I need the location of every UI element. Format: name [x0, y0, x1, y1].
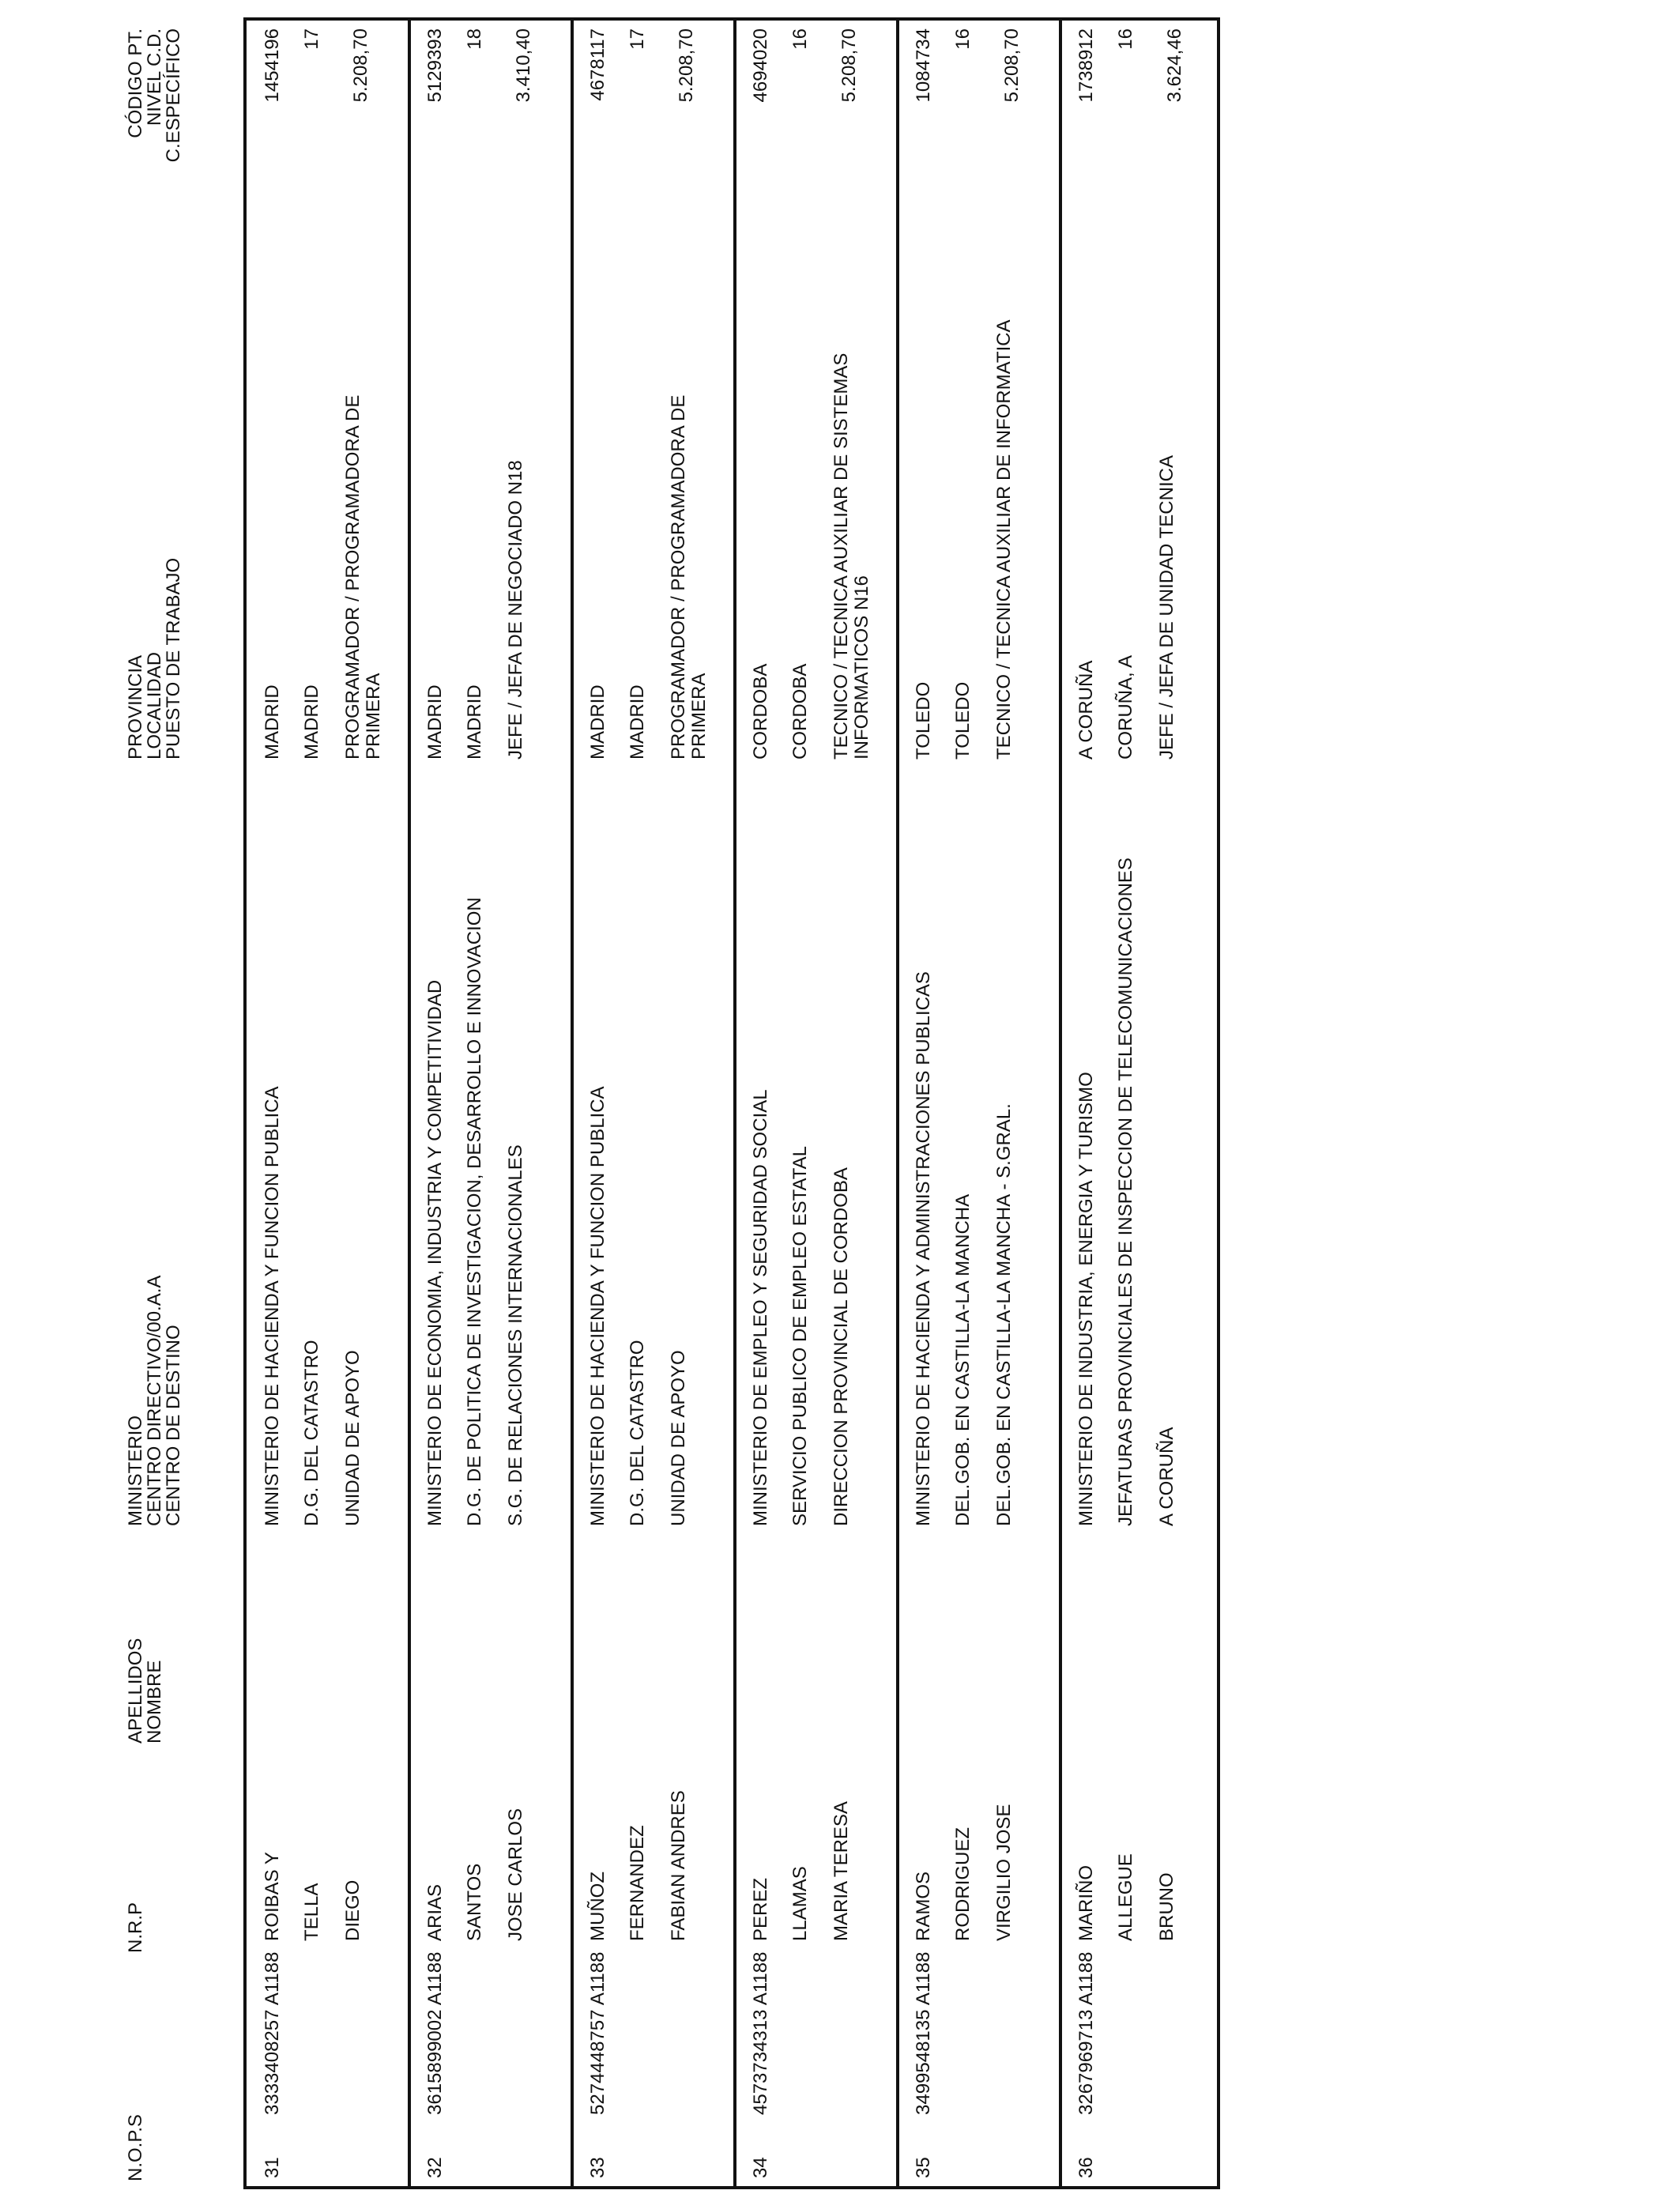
row-specific: 5.208,70: [350, 28, 371, 103]
row-directorate: SERVICIO PUBLICO DE EMPLEO ESTATAL: [789, 1145, 811, 1526]
row-surname-1: ARIAS: [424, 1883, 446, 1941]
row-ministry: MINISTERIO DE HACIENDA Y FUNCION PUBLICA: [262, 1086, 283, 1526]
row-separator: [733, 17, 736, 2189]
row-code: 4678117: [587, 28, 608, 101]
row-directorate: D.G. DE POLITICA DE INVESTIGACION, DESARROLLO E INNOVACION: [464, 897, 485, 1526]
row-given-name: FABIAN ANDRES: [668, 1790, 689, 1941]
row-given-name: DIEGO: [342, 1879, 363, 1941]
row-nops: 35: [913, 2157, 934, 2178]
row-ministry: MINISTERIO DE HACIENDA Y ADMINISTRACIONES PUBLICAS: [913, 971, 934, 1526]
header-ministerio: MINISTERIO CENTRO DIRECTIVO/00.A.A CENTRO DE DESTINO: [125, 1275, 184, 1526]
row-surname-1: MUÑOZ: [587, 1872, 608, 1941]
row-position: PROGRAMADOR / PROGRAMADORA DE PRIMERA: [342, 394, 384, 760]
row-specific: 5.208,70: [838, 28, 860, 103]
row-nops: 34: [750, 2157, 771, 2178]
row-destination: UNIDAD DE APOYO: [668, 1350, 689, 1526]
row-surname-2: FERNANDEZ: [627, 1825, 648, 1941]
row-locality: CORDOBA: [789, 663, 811, 760]
row-destination: DIRECCION PROVINCIAL DE CORDOBA: [831, 1167, 852, 1526]
row-locality: CORUÑA, A: [1115, 654, 1136, 760]
row-code: 1738912: [1075, 28, 1097, 103]
row-surname-2: TELLA: [301, 1883, 322, 1941]
row-province: MADRID: [424, 684, 446, 760]
row-code: 4694020: [750, 28, 771, 103]
row-given-name: JOSE CARLOS: [505, 1808, 526, 1941]
row-province: A CORUÑA: [1075, 660, 1097, 760]
row-province: MADRID: [587, 684, 608, 760]
row-code: 1454196: [262, 28, 283, 103]
row-separator: [571, 17, 574, 2189]
row-code: 5129393: [424, 28, 446, 103]
row-nrp: 3333408257 A1188: [262, 1951, 283, 2115]
row-surname-1: MARIÑO: [1075, 1865, 1097, 1941]
row-ministry: MINISTERIO DE INDUSTRIA, ENERGIA Y TURISMO: [1075, 1072, 1097, 1526]
row-level: 16: [789, 28, 811, 50]
row-province: CORDOBA: [750, 663, 771, 760]
row-position: TECNICO / TECNICA AUXILIAR DE SISTEMAS INFORMATICOS N16: [831, 352, 872, 760]
row-directorate: D.G. DEL CATASTRO: [627, 1340, 648, 1526]
row-level: 17: [301, 28, 322, 50]
row-position: TECNICO / TECNICA AUXILIAR DE INFORMATICA: [993, 319, 1015, 760]
header-provincia: PROVINCIA LOCALIDAD PUESTO DE TRABAJO: [125, 557, 184, 760]
row-locality: MADRID: [627, 684, 648, 760]
row-ministry: MINISTERIO DE HACIENDA Y FUNCION PUBLICA: [587, 1086, 608, 1526]
row-locality: MADRID: [301, 684, 322, 760]
row-locality: MADRID: [464, 684, 485, 760]
header-nrp: N.R.P: [125, 1902, 146, 1953]
row-destination: S.G. DE RELACIONES INTERNACIONALES: [505, 1144, 526, 1526]
row-position: JEFE / JEFA DE UNIDAD TECNICA: [1156, 455, 1177, 760]
row-ministry: MINISTERIO DE ECONOMIA, INDUSTRIA Y COMPETITIVIDAD: [424, 979, 446, 1526]
row-directorate: DEL.GOB. EN CASTILLA-LA MANCHA: [952, 1193, 974, 1526]
table-frame: [243, 17, 1220, 2189]
header-nops: N.O.P.S: [125, 2114, 146, 2181]
row-surname-1: ROIBAS Y: [262, 1852, 283, 1941]
row-code: 1084734: [913, 28, 934, 103]
row-destination: A CORUÑA: [1156, 1427, 1177, 1526]
row-nrp: 3615899002 A1188: [424, 1951, 446, 2115]
row-level: 17: [627, 28, 648, 50]
row-directorate: D.G. DEL CATASTRO: [301, 1340, 322, 1526]
row-nops: 31: [262, 2157, 283, 2178]
row-separator: [896, 17, 899, 2189]
row-nrp: 3499548135 A1188: [913, 1951, 934, 2115]
row-separator: [408, 17, 411, 2189]
header-apellidos: APELLIDOS NOMBRE: [125, 1638, 165, 1744]
row-destination: UNIDAD DE APOYO: [342, 1350, 363, 1526]
row-destination: DEL.GOB. EN CASTILLA-LA MANCHA - S.GRAL.: [993, 1103, 1015, 1526]
row-surname-2: ALLEGUE: [1115, 1853, 1136, 1941]
row-given-name: VIRGILIO JOSE: [993, 1804, 1015, 1941]
row-surname-2: SANTOS: [464, 1863, 485, 1941]
row-specific: 5.208,70: [1001, 28, 1023, 103]
row-province: MADRID: [262, 684, 283, 760]
row-nrp: 4573734313 A1188: [750, 1951, 771, 2115]
row-province: TOLEDO: [913, 681, 934, 760]
row-specific: 3.624,46: [1164, 28, 1185, 103]
row-level: 16: [952, 28, 974, 50]
row-surname-2: LLAMAS: [789, 1866, 811, 1941]
row-surname-1: PEREZ: [750, 1877, 771, 1941]
row-ministry: MINISTERIO DE EMPLEO Y SEGURIDAD SOCIAL: [750, 1089, 771, 1526]
row-given-name: BRUNO: [1156, 1872, 1177, 1941]
row-nops: 33: [587, 2157, 608, 2178]
row-nops: 36: [1075, 2157, 1097, 2178]
row-specific: 3.410,40: [513, 28, 534, 103]
row-nrp: 3267969713 A1188: [1075, 1951, 1097, 2115]
row-position: JEFE / JEFA DE NEGOCIADO N18: [505, 460, 526, 760]
row-level: 18: [464, 28, 485, 50]
row-separator: [1059, 17, 1062, 2189]
row-directorate: JEFATURAS PROVINCIALES DE INSPECCION DE TELECOMUNICACIONES: [1115, 858, 1136, 1526]
row-surname-1: RAMOS: [913, 1871, 934, 1941]
row-locality: TOLEDO: [952, 681, 974, 760]
row-specific: 5.208,70: [676, 28, 697, 103]
header-codigo: CÓDIGO PT. NIVEL C.D. C.ESPECÍFICO: [125, 28, 184, 163]
row-position: PROGRAMADOR / PROGRAMADORA DE PRIMERA: [668, 394, 710, 760]
row-surname-2: RODRIGUEZ: [952, 1827, 974, 1941]
row-nrp: 5274448757 A1188: [587, 1951, 608, 2115]
row-given-name: MARIA TERESA: [831, 1801, 852, 1941]
row-level: 16: [1115, 28, 1136, 50]
row-nops: 32: [424, 2157, 446, 2178]
